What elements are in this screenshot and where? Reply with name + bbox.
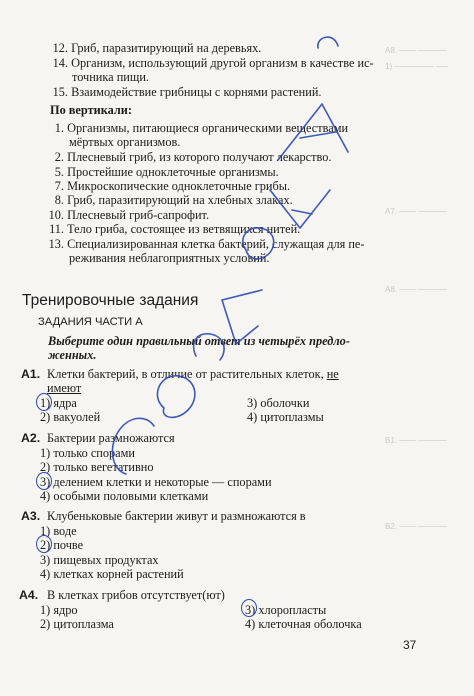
instruction: Выберите один правильный ответ из четырёх предло- <box>48 334 350 348</box>
clue-item: 15. Взаимодействие грибницы с корнями растений. <box>52 85 322 99</box>
clue-item: 5. Простейшие одноклеточные организмы. <box>54 165 279 179</box>
question-label: A2. <box>21 431 41 445</box>
question-label: A1. <box>21 367 41 381</box>
question-label: A3. <box>21 509 41 523</box>
question-text: Клубеньковые бактерии живут и размножаются в <box>47 509 306 523</box>
page-number: 37 <box>403 638 417 652</box>
answer-option: 3) делением клетки и некоторые — спорами <box>40 475 272 489</box>
answer-option: 4) клетках корней растений <box>40 567 184 581</box>
question-text: В клетках грибов отсутствует(ют) <box>47 588 225 602</box>
bleed-through-mark: 1) ─────── ── <box>385 62 448 71</box>
question-text-continuation: имеют <box>47 381 82 395</box>
answer-option: 3) оболочки <box>247 396 310 410</box>
answer-option: 3) пищевых продуктах <box>40 553 159 567</box>
vertical-clues-heading: По вертикали: <box>50 103 132 117</box>
answer-option: 1) воде <box>40 524 77 538</box>
bleed-through-mark: А8. ─── ───── <box>385 46 447 55</box>
answer-option: 1) ядро <box>40 603 78 617</box>
section-title: Тренировочные задания <box>22 292 199 309</box>
bleed-through-mark: А8. ─── ───── <box>385 285 447 294</box>
clue-item-continuation: реживания неблагоприятных условий. <box>69 251 270 265</box>
answer-option: 2) только вегетативно <box>40 460 154 474</box>
answer-option: 3) хлоропласты <box>245 603 327 617</box>
instruction-continuation: женных. <box>48 348 97 362</box>
bleed-through-mark: В1. ─── ───── <box>385 436 447 445</box>
clue-item: 14. Организм, использующий другой организм в качестве ис- <box>52 56 374 70</box>
answer-option: 4) цитоплазмы <box>247 410 324 424</box>
answer-option: 1) только спорами <box>40 446 135 460</box>
part-title: ЗАДАНИЯ ЧАСТИ А <box>38 316 143 328</box>
bleed-through-mark: А7. ─── ───── <box>385 207 447 216</box>
question-text: Клетки бактерий, в отличие от растительных клеток, не <box>47 367 339 381</box>
answer-option: 4) клеточная оболочка <box>245 617 362 631</box>
bleed-through-mark: В2. ─── ───── <box>385 522 447 531</box>
answer-option: 2) почве <box>40 538 84 552</box>
answer-option: 1) ядра <box>40 396 77 410</box>
question-text: Бактерии размножаются <box>47 431 175 445</box>
clue-item-continuation: мёртвых организмов. <box>69 135 181 149</box>
clue-item: 11. Тело гриба, состоящее из ветвящихся нитей. <box>49 222 301 236</box>
clue-item: 1. Организмы, питающиеся органическими веществами <box>54 121 349 135</box>
clue-item-continuation: точника пищи. <box>72 70 149 84</box>
clue-item: 8. Гриб, паразитирующий на хлебных злаках. <box>54 193 293 207</box>
answer-option: 4) особыми половыми клетками <box>40 489 209 503</box>
clue-item: 12. Гриб, паразитирующий на деревьях. <box>52 41 262 55</box>
clue-item: 7. Микроскопические одноклеточные грибы. <box>54 179 291 193</box>
question-label: A4. <box>19 588 39 602</box>
answer-option: 2) вакуолей <box>40 410 101 424</box>
clue-item: 2. Плесневый гриб, из которого получают лекарство. <box>54 150 332 164</box>
clue-item: 13. Специализированная клетка бактерий, служащая для пе- <box>48 237 365 251</box>
clue-item: 10. Плесневый гриб-сапрофит. <box>48 208 210 222</box>
answer-option: 2) цитоплазма <box>40 617 114 631</box>
